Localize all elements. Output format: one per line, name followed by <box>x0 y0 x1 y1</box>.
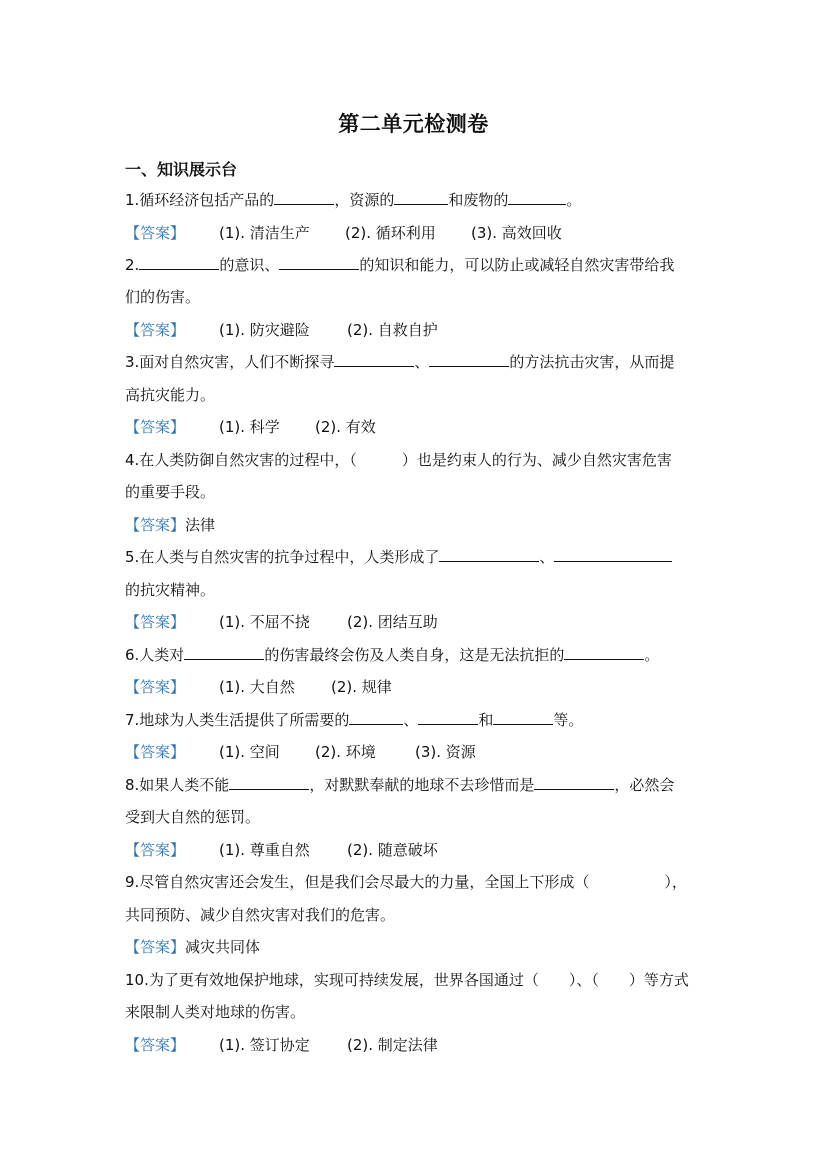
answer-blank <box>554 546 672 562</box>
question-5-cont: 的抗灾精神。 <box>125 581 216 599</box>
answer-label: 【答案】 <box>125 743 186 761</box>
question-4-cont: 的重要手段。 <box>125 483 216 501</box>
question-9: 9.尽管自然灾害还会发生，但是我们会尽最大的力量，全国上下形成（ ）， <box>125 873 687 891</box>
answer-blank <box>279 254 359 270</box>
question-7: 7.地球为人类生活提供了所需要的 、 和 等。 <box>125 711 584 729</box>
question-3: 3.面对自然灾害，人们不断探寻 、 的方法抗击灾害，从而提 <box>125 353 675 371</box>
question-2: 2. 的意识、 的知识和能力，可以防止或减轻自然灾害带给我 <box>125 256 675 274</box>
answer-blank <box>184 644 264 660</box>
answer-3: 【答案】 (1). 科学 (2). 有效 <box>125 418 376 436</box>
answer-5: 【答案】 (1). 不屈不挠 (2). 团结互助 <box>125 613 438 631</box>
answer-blank <box>439 546 539 562</box>
answer-label: 【答案】 <box>125 841 186 859</box>
answer-blank <box>508 189 566 205</box>
answer-blank <box>139 254 219 270</box>
answer-blank <box>564 644 644 660</box>
question-10-cont: 来限制人类对地球的伤害。 <box>125 1003 306 1021</box>
page-title: 第二单元检测卷 <box>338 112 489 136</box>
answer-label: 【答案】 <box>125 1036 186 1054</box>
answer-label: 【答案】 <box>125 938 186 956</box>
answer-label: 【答案】 <box>125 678 186 696</box>
answer-label: 【答案】 <box>125 418 186 436</box>
answer-blank <box>394 189 448 205</box>
question-3-cont: 高抗灾能力。 <box>125 386 216 404</box>
answer-blank <box>418 709 478 725</box>
question-2-cont: 们的伤害。 <box>125 288 201 306</box>
question-9-cont: 共同预防、减少自然灾害对我们的危害。 <box>125 906 396 924</box>
question-1: 1.循环经济包括产品的 ，资源的 和废物的 。 <box>125 191 582 209</box>
question-8: 8.如果人类不能 ，对默默奉献的地球不去珍惜而是 ，必然会 <box>125 776 675 794</box>
answer-blank <box>429 351 509 367</box>
answer-blank <box>229 774 309 790</box>
answer-label: 【答案】 <box>125 224 186 242</box>
answer-4: 【答案】法律 <box>125 516 216 534</box>
answer-10: 【答案】 (1). 签订协定 (2). 制定法律 <box>125 1036 438 1054</box>
answer-1: 【答案】 (1). 清洁生产 (2). 循环利用 (3). 高效回收 <box>125 224 562 242</box>
answer-blank <box>274 189 334 205</box>
answer-blank <box>334 351 414 367</box>
question-10: 10.为了更有效地保护地球，实现可持续发展，世界各国通过（ ）、（ ）等方式 <box>125 971 689 989</box>
answer-label: 【答案】 <box>125 613 186 631</box>
answer-2: 【答案】 (1). 防灾避险 (2). 自救自护 <box>125 321 438 339</box>
question-6: 6.人类对 的伤害最终会伤及人类自身，这是无法抗拒的 。 <box>125 646 660 664</box>
answer-blank <box>349 709 403 725</box>
answer-9: 【答案】减灾共同体 <box>125 938 261 956</box>
answer-label: 【答案】 <box>125 321 186 339</box>
question-4: 4.在人类防御自然灾害的过程中，（ ）也是约束人的行为、减少自然灾害危害 <box>125 451 672 469</box>
section-heading: 一、知识展示台 <box>125 160 238 179</box>
answer-8: 【答案】 (1). 尊重自然 (2). 随意破坏 <box>125 841 438 859</box>
answer-blank <box>534 774 614 790</box>
answer-label: 【答案】 <box>125 516 186 534</box>
question-5: 5.在人类与自然灾害的抗争过程中，人类形成了 、 <box>125 546 705 568</box>
answer-6: 【答案】 (1). 大自然 (2). 规律 <box>125 678 392 696</box>
question-8-cont: 受到大自然的惩罚。 <box>125 808 261 826</box>
answer-blank <box>493 709 553 725</box>
answer-7: 【答案】 (1). 空间 (2). 环境 (3). 资源 <box>125 743 476 761</box>
